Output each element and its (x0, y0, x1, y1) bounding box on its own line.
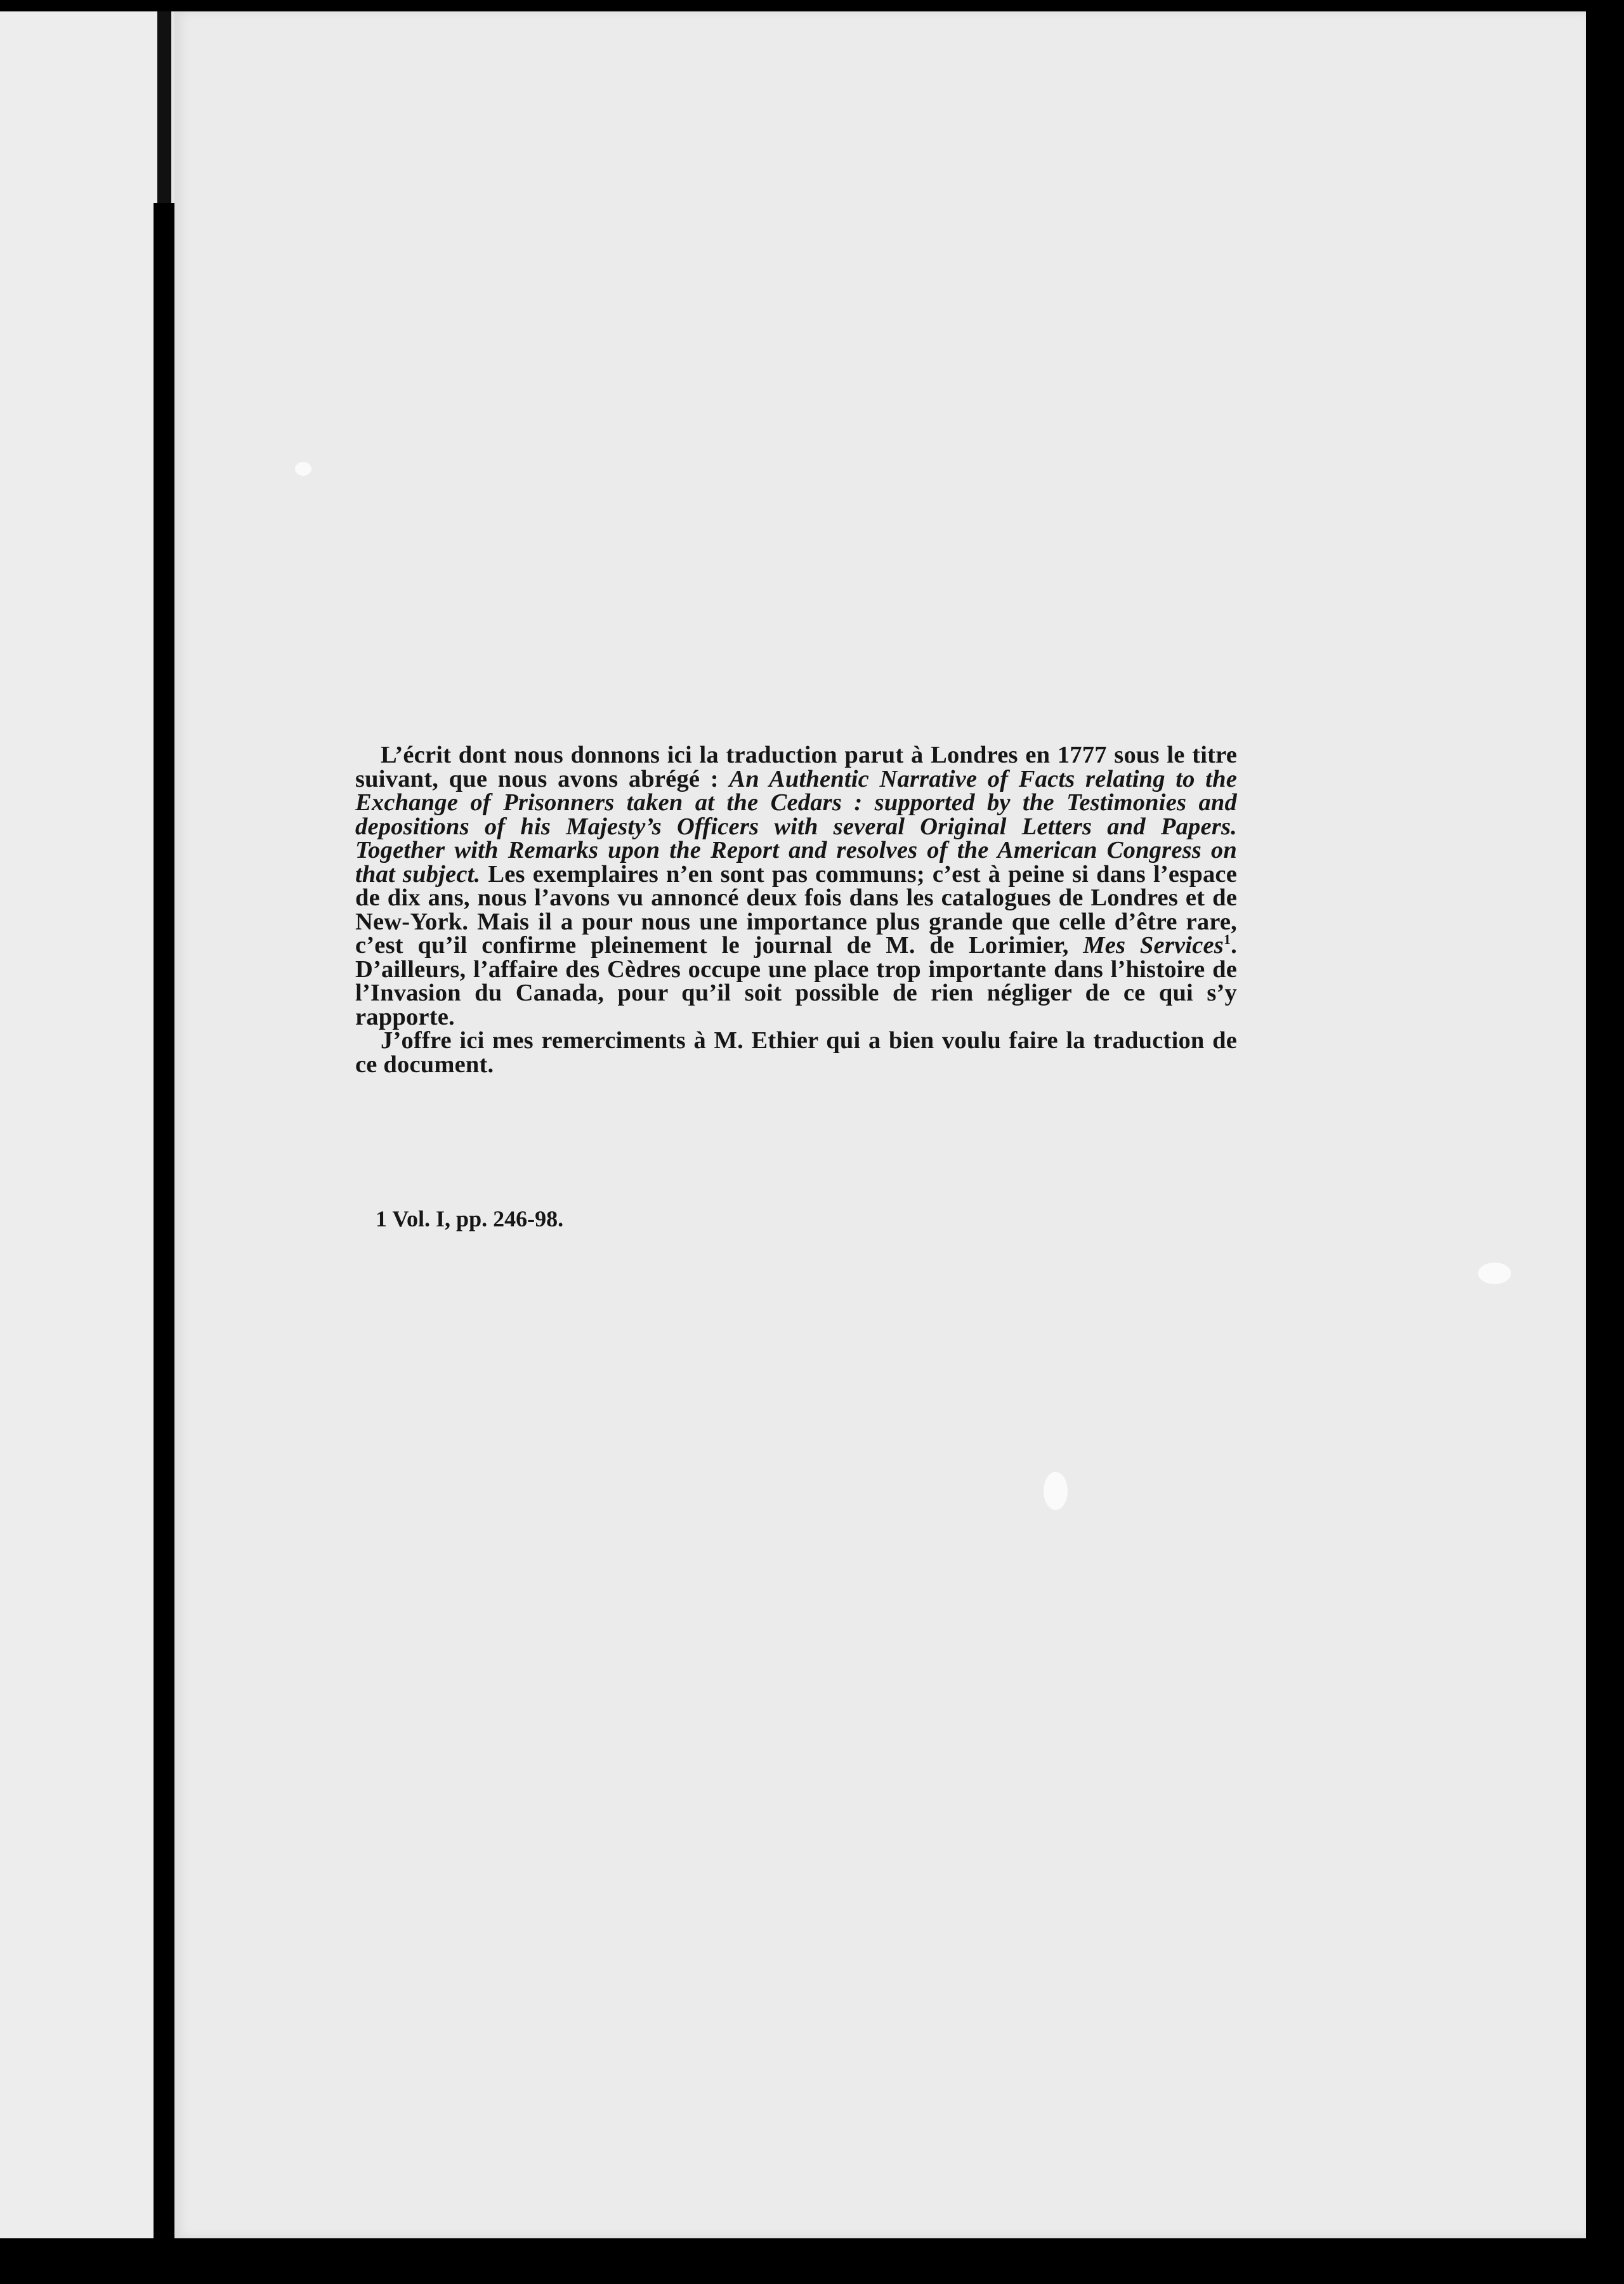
document-body (355, 744, 1237, 1077)
intro-paragraph (355, 744, 1237, 1029)
work-title-italic: Mes Services (1083, 932, 1224, 959)
footnote-reference: 1 (1223, 931, 1231, 948)
book-title-italic: An Authentic Narrative of Facts relating to the Exchange of Prisonners taken at the Cedars : supported by the Testimonies and depositions of his Majesty’s Officers with several Original Letters and Papers. Together with Remarks upon the Report and resolves of the American Congress on that subject. (355, 765, 1237, 888)
intro-text-a: L’écrit dont nous donnons ici la traduction parut à Londres en 1777 sous le titre suivant, que nous avons abrégé : (355, 742, 1237, 792)
book-page (174, 11, 1586, 2238)
book-spine-gutter (154, 203, 175, 2284)
paper-speck (1478, 1263, 1511, 1284)
footnote: 1 Vol. I, pp. 246-98. (376, 1206, 564, 1231)
paper-speck (295, 462, 311, 476)
intro-text-c: . D’ailleurs, l’affaire des Cèdres occupe une place trop importante dans l’histoire de l’Invasion du Canada, pour qu’il soit possible de rien négliger de ce qui s’y rapporte. (355, 932, 1237, 1030)
adjacent-page-edge (0, 0, 159, 2284)
paper-speck (1044, 1472, 1068, 1510)
scan-right-border (1586, 0, 1624, 2284)
scan-top-border (0, 0, 1624, 11)
acknowledgement-paragraph: J’offre ici mes remerciments à M. Ethier qui a bien voulu faire la traduction de ce document. (355, 1027, 1237, 1078)
intro-text-b: Les exemplaires n’en sont pas communs; c’est à peine si dans l’espace de dix ans, nous l’avons vu annoncé deux fois dans les catalogues de Londres et de New-York. Mais il a pour nous une importance plus grande que celle d’être rare, c’est qu’il confirme pleinement le journal de M. de Lorimier, (355, 860, 1238, 959)
scan-bottom-border (0, 2238, 1624, 2284)
